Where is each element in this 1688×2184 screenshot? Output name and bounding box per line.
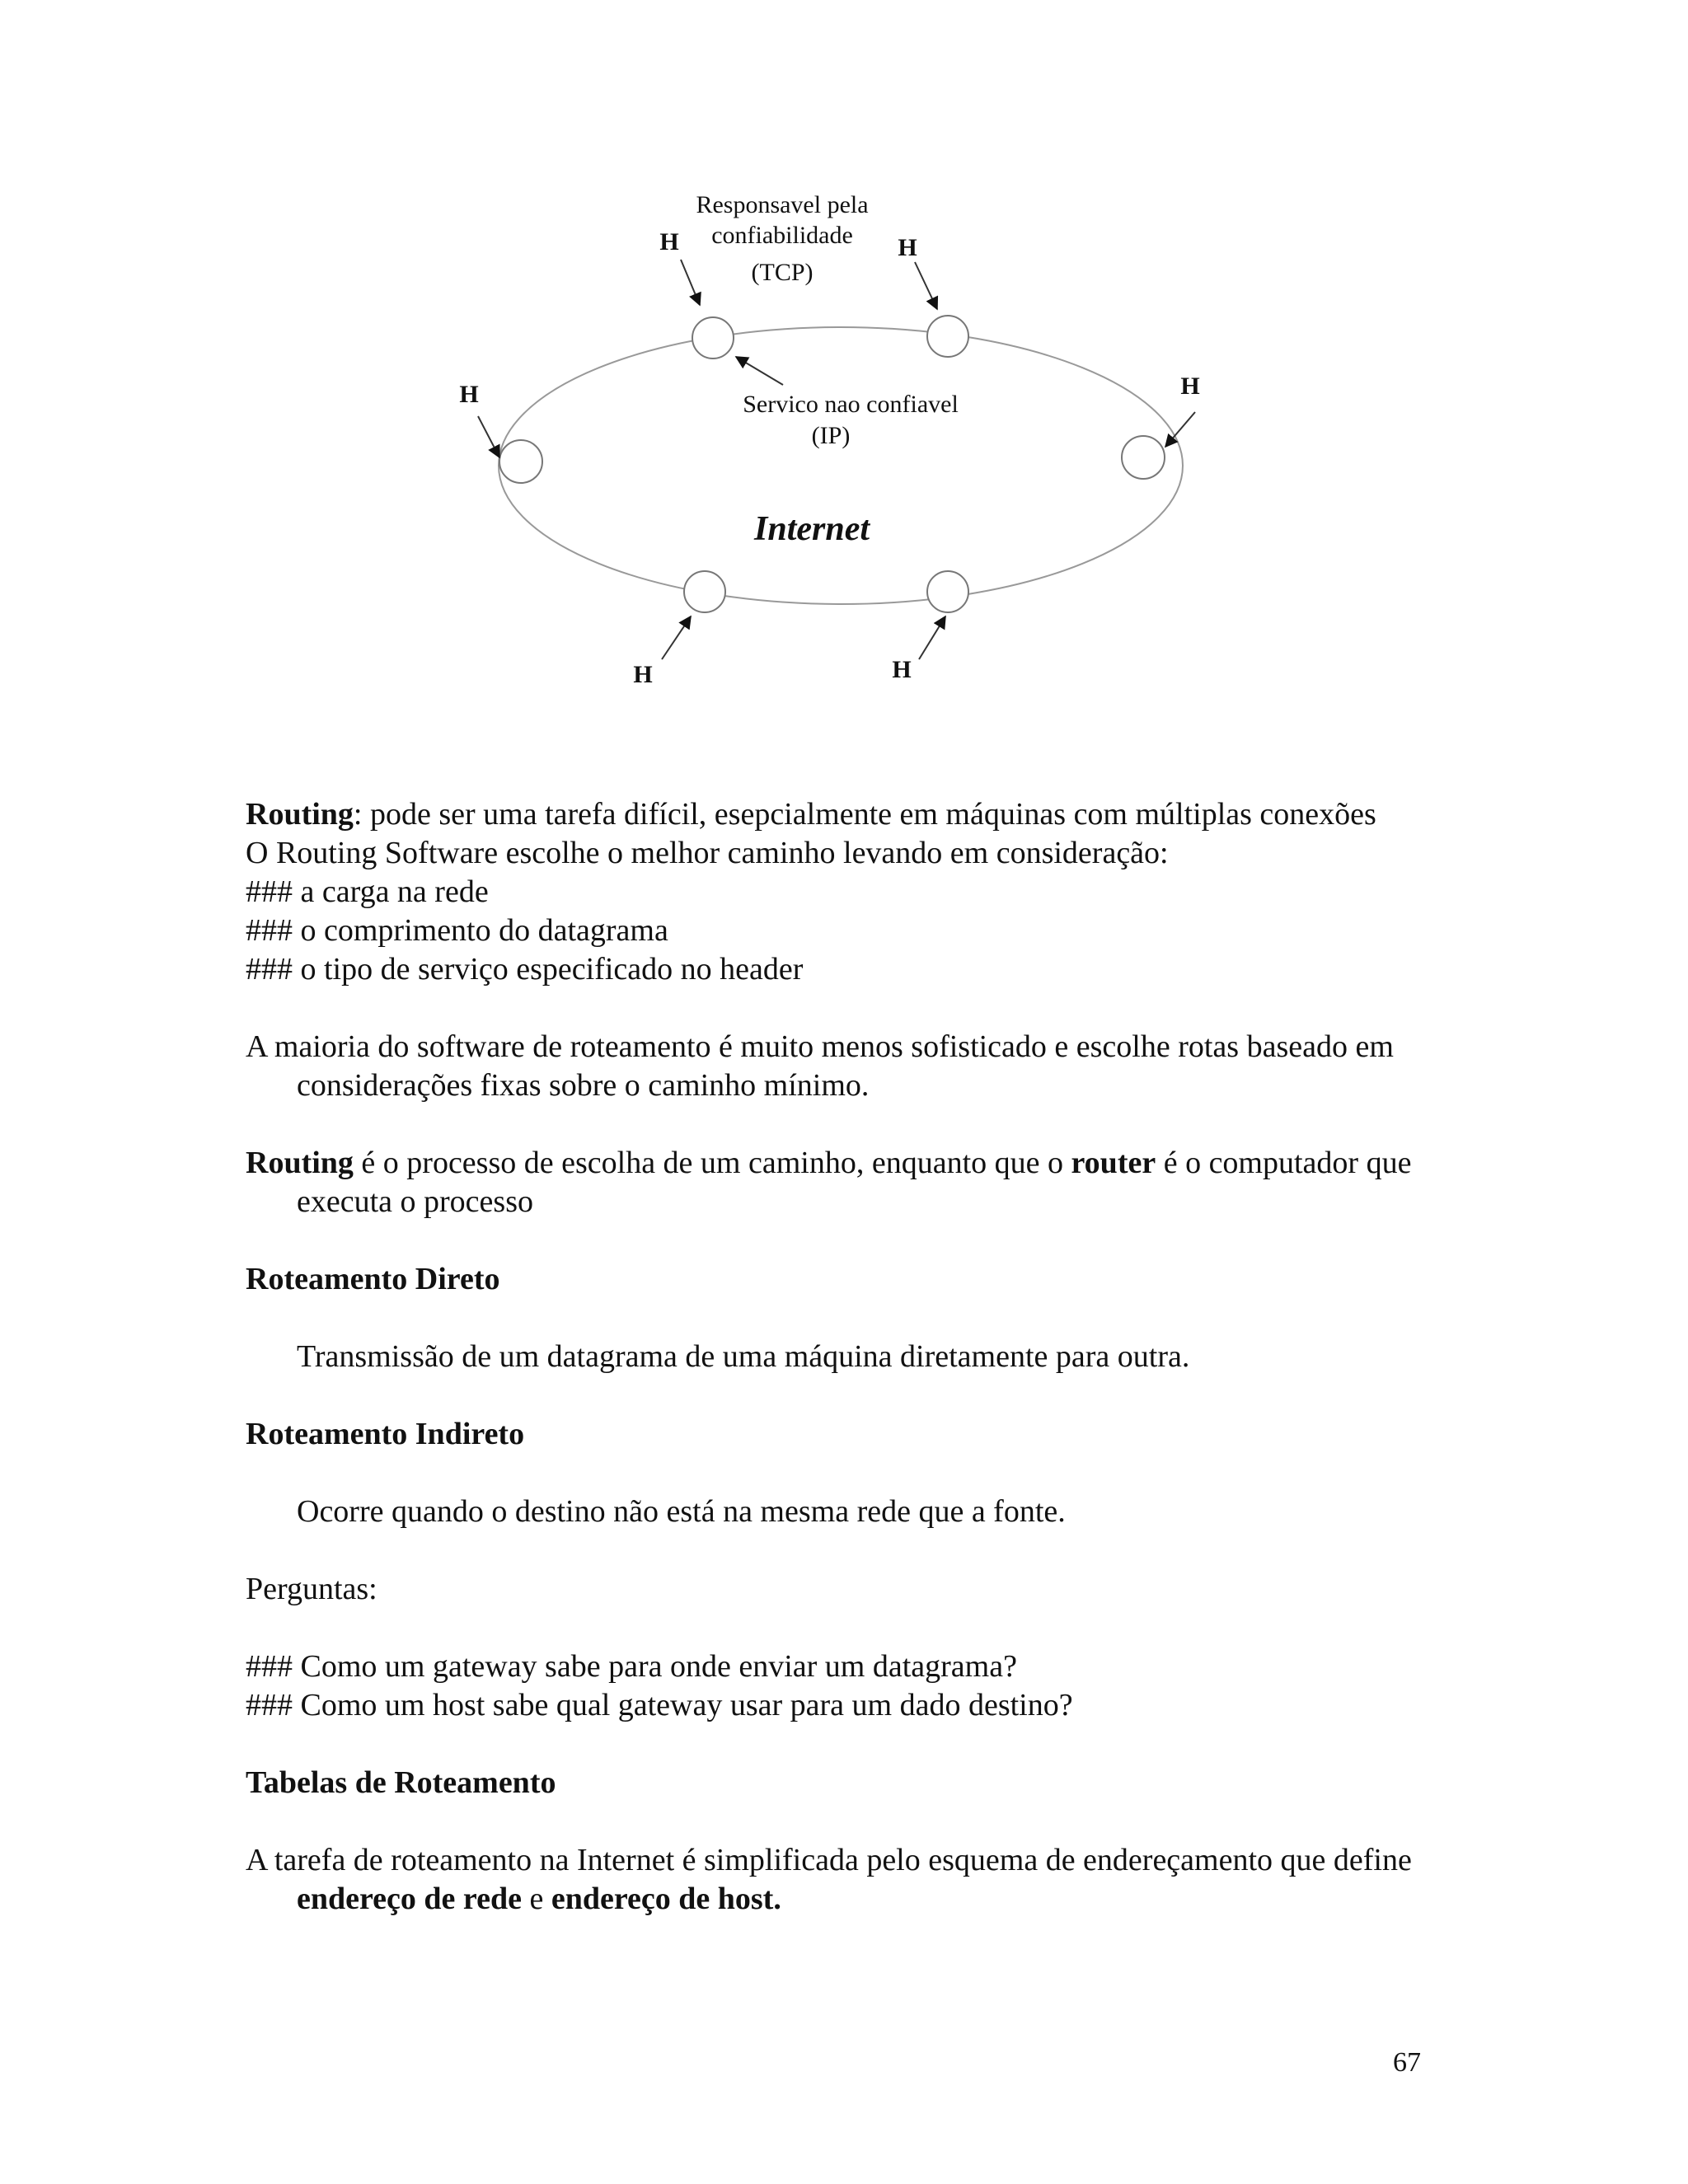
routing-def-mid: é o processo de escolha de um caminho, enquanto que o	[353, 1146, 1071, 1180]
bullet-marker: ###	[246, 913, 293, 948]
endereco-host: endereço de host.	[551, 1882, 781, 1916]
bullet-marker: ###	[246, 952, 293, 987]
heading-indireto	[246, 1415, 1449, 1454]
ip-label-line1: Servico nao confiavel	[743, 391, 959, 418]
arrow-ip	[736, 357, 783, 385]
bullet-marker: ###	[246, 874, 293, 909]
software-line: O Routing Software escolhe o melhor caminho levando em consideração:	[246, 836, 1169, 870]
arrow-left	[478, 416, 499, 457]
router-term: router	[1071, 1146, 1156, 1180]
text-indireto: Ocorre quando o destino não está na mesma rede que a fonte.	[297, 1494, 1066, 1529]
page-number: 67	[1393, 2047, 1421, 2078]
routing-text: : pode ser uma tarefa difícil, esepcialmente em máquinas com múltiplas conexões	[353, 797, 1376, 832]
host-label-top-right: H	[898, 234, 917, 261]
node-top-right	[927, 316, 968, 357]
arrow-bottom-left	[662, 616, 691, 659]
tarefa-start: A tarefa de roteamento na Internet é simplificada pelo esquema de endereçamento que define	[246, 1843, 1412, 1877]
bullet-marker: ###	[246, 1688, 293, 1722]
tcp-label-line2: confiabilidade	[711, 222, 853, 249]
bullet-item	[246, 873, 1449, 912]
host-label-right: H	[1180, 373, 1200, 400]
bullet-text: o comprimento do datagrama	[293, 913, 668, 948]
tcp-label-line3: (TCP)	[751, 259, 814, 286]
perguntas-label: Perguntas:	[246, 1572, 377, 1606]
question-text: Como um host sabe qual gateway usar para um dado destino?	[293, 1688, 1073, 1722]
host-label-left: H	[459, 381, 479, 408]
question-item	[246, 1686, 1449, 1725]
bullet-item	[246, 950, 1449, 989]
bullet-marker: ###	[246, 1649, 293, 1684]
node-top-left	[692, 317, 734, 359]
node-bottom-left	[684, 571, 725, 612]
heading-direto-text: Roteamento Direto	[246, 1262, 500, 1296]
heading-tabelas	[246, 1764, 1449, 1802]
bullet-item	[246, 912, 1449, 950]
text-direto: Transmissão de um datagrama de uma máquina diretamente para outra.	[297, 1339, 1190, 1374]
heading-indireto-text: Roteamento Indireto	[246, 1417, 525, 1451]
routing-definition	[246, 1144, 1449, 1221]
routing-term: Routing	[246, 797, 354, 832]
question-item	[246, 1647, 1449, 1686]
routing-paragraph	[246, 795, 1449, 834]
internet-ring	[499, 327, 1183, 604]
maioria-paragraph: A maioria do software de roteamento é muito menos sofisticado e escolhe rotas baseado em considerações fixas sobre o caminho mínimo.	[246, 1029, 1394, 1103]
heading-tabelas-text: Tabelas de Roteamento	[246, 1765, 556, 1800]
host-label-top-left: H	[659, 228, 679, 255]
tarefa-paragraph	[246, 1841, 1449, 1919]
heading-direto	[246, 1260, 1449, 1299]
node-bottom-right	[927, 571, 968, 612]
tcp-label-line1: Responsavel pela	[696, 191, 869, 218]
internet-label: Internet	[753, 510, 870, 548]
node-right	[1122, 436, 1165, 479]
host-label-bottom-right: H	[892, 656, 912, 683]
ip-label-line2: (IP)	[811, 422, 851, 449]
endereco-rede: endereço de rede	[297, 1882, 522, 1916]
arrow-top-right	[915, 262, 937, 309]
question-text: Como um gateway sabe para onde enviar um datagrama?	[293, 1649, 1017, 1684]
node-left	[499, 440, 542, 483]
page-body	[246, 795, 1449, 1919]
arrow-top-left	[681, 260, 700, 305]
bullet-text: o tipo de serviço especificado no header	[293, 952, 804, 987]
routing-def-end: é o computador que executa o processo	[297, 1146, 1412, 1219]
bullet-text: a carga na rede	[293, 874, 489, 909]
host-label-bottom-left: H	[633, 661, 653, 688]
arrow-bottom-right	[919, 616, 945, 659]
internet-diagram	[0, 0, 1688, 742]
tarefa-mid: e	[521, 1882, 551, 1916]
routing-def-term: Routing	[246, 1146, 354, 1180]
